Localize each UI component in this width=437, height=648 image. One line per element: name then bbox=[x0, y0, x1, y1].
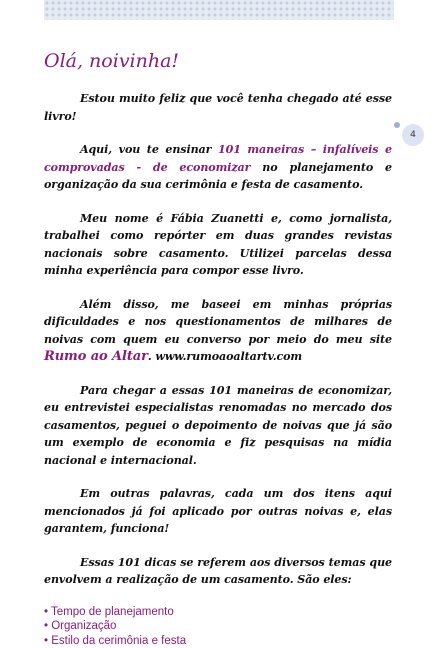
site-name-link[interactable]: Rumo ao Altar bbox=[44, 349, 148, 364]
highlight-101-maneiras: 101 maneiras – infalíveis e comprovadas - de economizar bbox=[44, 143, 392, 174]
list-item: • Organização bbox=[44, 619, 392, 634]
paragraph-method: Para chegar a essas 101 maneiras de economizar, eu entrevistei especialistas renomadas no mercado dos casamentos, peguei o depoimento de noivas que já são um exemplo de economia e fiz pesquisas na mídia nacional e internacional. bbox=[44, 382, 392, 470]
list-item: • Tempo de planejamento bbox=[44, 605, 392, 620]
page-badge-dot bbox=[394, 122, 400, 128]
topics-list bbox=[44, 605, 392, 648]
paragraph-intro-end: no planejamento e organização da sua cerimônia e festa de casamento. bbox=[44, 161, 392, 192]
header-pattern-band bbox=[44, 0, 394, 20]
paragraph-intro-start: Aqui, vou te ensinar bbox=[80, 143, 218, 156]
paragraph-sources bbox=[44, 296, 392, 366]
paragraph-proof: Em outras palavras, cada um dos itens aqui mencionados já foi aplicado por outras noivas e, elas garantem, funciona! bbox=[44, 485, 392, 538]
paragraph-greeting: Estou muito feliz que você tenha chegado até esse livro! bbox=[44, 90, 392, 125]
paragraph-topics-intro: Essas 101 dicas se referem aos diversos temas que envolvem a realização de um casamento. São eles: bbox=[44, 554, 392, 589]
list-item: • Estilo da cerimônia e festa bbox=[44, 634, 392, 648]
paragraph-sources-start: Além disso, me baseei em minhas próprias dificuldades e nos questionamentos de milhares de noivas com quem eu converso por meio do meu site bbox=[44, 298, 392, 346]
page-number-badge: 4 bbox=[402, 124, 424, 146]
page-title: Olá, noivinha! bbox=[44, 50, 179, 72]
paragraph-intro bbox=[44, 141, 392, 194]
paragraph-author: Meu nome é Fábia Zuanetti e, como jornalista, trabalhei como repórter em duas grandes revistas nacionais sobre casamento. Utilizei parcelas dessa minha experiência para compor esse livro. bbox=[44, 210, 392, 280]
document-body bbox=[44, 90, 392, 648]
paragraph-sources-end: . www.rumoaoaltartv.com bbox=[148, 350, 302, 363]
